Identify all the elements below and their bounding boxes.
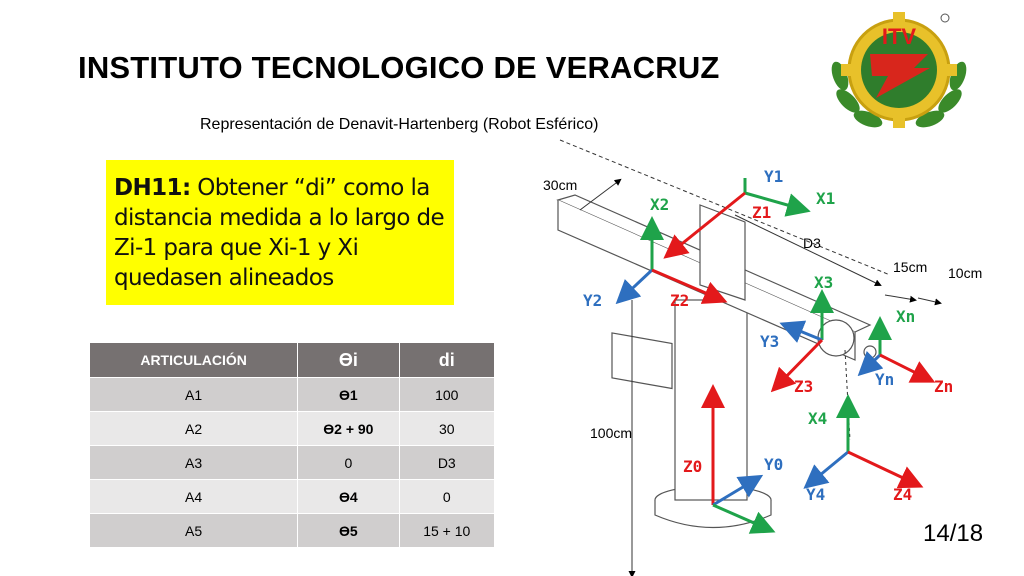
label-zn: Zn <box>934 377 954 396</box>
joint-box <box>612 333 672 389</box>
label-x2: X2 <box>650 195 670 214</box>
dim-30cm: 30cm <box>543 177 578 193</box>
table-cell: Ө1 <box>298 378 399 412</box>
callout-label: DH11: <box>114 175 191 201</box>
table-cell: A1 <box>90 378 298 412</box>
robot-body-sketch <box>558 195 876 528</box>
page-title: INSTITUTO TECNOLOGICO DE VERACRUZ <box>78 50 720 85</box>
label-y1: Y1 <box>764 167 784 186</box>
label-y2: Y2 <box>583 291 603 310</box>
shoulder-block <box>700 205 745 300</box>
callout-text: Obtener “di” como la distancia medida a lo largo de Zi-1 para que Xi-1 y Xi quedasen alineados <box>114 175 445 291</box>
logo-text: ITV <box>881 24 917 49</box>
label-z1: Z1 <box>752 203 772 222</box>
label-x3: X3 <box>814 273 834 292</box>
col-header-di: di <box>399 343 494 378</box>
label-y0: Y0 <box>764 455 784 474</box>
table-cell: A5 <box>90 514 298 548</box>
table-cell: A3 <box>90 446 298 480</box>
table-cell: 100 <box>399 378 494 412</box>
col-header-articulacion: ARTICULACIÓN <box>90 343 298 378</box>
axis-z4-arrow <box>848 452 918 485</box>
label-xn: Xn <box>896 307 916 326</box>
label-z3: Z3 <box>794 377 814 396</box>
table-cell: 0 <box>399 480 494 514</box>
table-cell: A4 <box>90 480 298 514</box>
label-x1: X1 <box>816 189 836 208</box>
dim-15cm: 15cm <box>893 259 928 275</box>
table-cell: 15 + 10 <box>399 514 494 548</box>
table-cell: Ө5 <box>298 514 399 548</box>
label-yn: Yn <box>875 370 895 389</box>
label-y3: Y3 <box>760 332 780 351</box>
col-header-theta: Өi <box>298 343 399 378</box>
table-cell: A2 <box>90 412 298 446</box>
dim-10cm: 10cm <box>948 265 983 281</box>
label-z4: Z4 <box>893 485 913 504</box>
label-z0: Z0 <box>683 457 703 476</box>
label-x4: X4 <box>808 409 828 428</box>
table-cell: 30 <box>399 412 494 446</box>
page-number: 14/18 <box>923 520 984 547</box>
dim-100cm: 100cm <box>590 425 633 441</box>
axis-y4-arrow <box>808 452 848 485</box>
page-subtitle: Representación de Denavit-Hartenberg (Robot Esférico) <box>200 116 599 133</box>
axis-y2-arrow <box>620 270 652 300</box>
table-cell: Ө4 <box>298 480 399 514</box>
table-cell: Ө2 + 90 <box>298 412 399 446</box>
end-effector <box>864 346 876 358</box>
label-z2: Z2 <box>670 291 690 310</box>
dim-d3: D3 <box>803 235 821 251</box>
label-y4: Y4 <box>806 485 826 504</box>
table-cell: D3 <box>399 446 494 480</box>
table-cell: 0 <box>298 446 399 480</box>
